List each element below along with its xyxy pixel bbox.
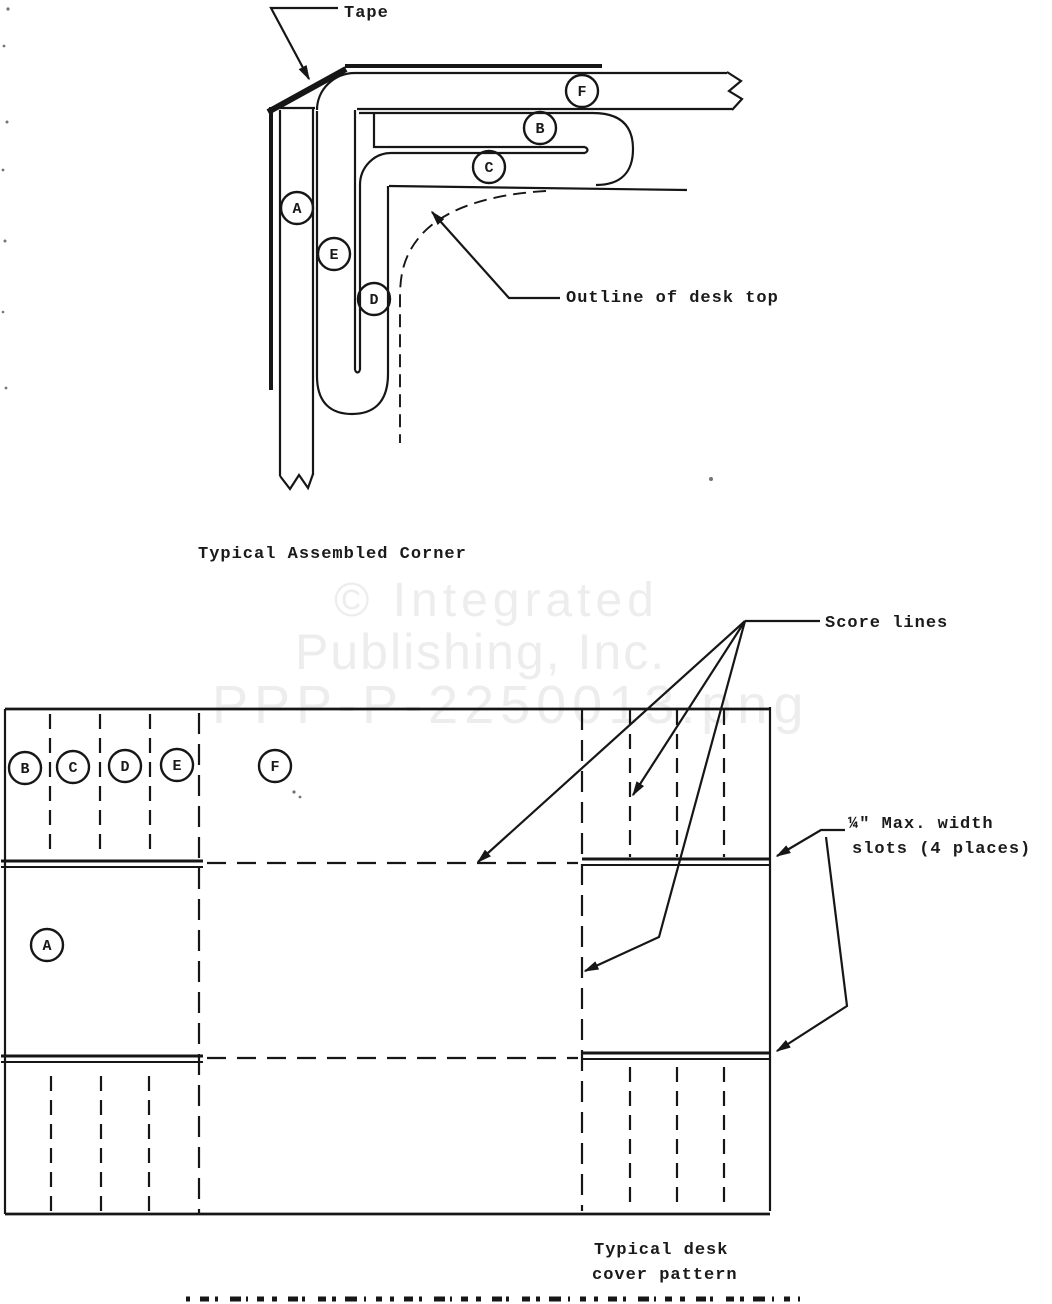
corner-label-f: F xyxy=(577,84,587,101)
pattern-label-f: F xyxy=(270,759,280,776)
slots-arrow-2 xyxy=(777,837,847,1051)
pattern-label-a: A xyxy=(42,938,52,955)
watermark-line-1: © Integrated xyxy=(334,574,659,627)
torn-edge-right xyxy=(727,72,742,110)
sheet-outer-bend xyxy=(317,73,727,110)
watermark-line-3: PPP-P-2250013.png xyxy=(212,675,810,735)
watermark-line-2: Publishing, Inc. xyxy=(295,624,667,680)
corner-label-b: B xyxy=(535,121,545,138)
corner-label-e: E xyxy=(329,247,339,264)
corner-label-c: C xyxy=(484,160,494,177)
slots-label-line-1: ¼" Max. width xyxy=(848,815,994,834)
corner-label-d: D xyxy=(369,292,379,309)
pattern-circle-markers xyxy=(9,749,291,961)
pattern-label-e: E xyxy=(172,758,182,775)
torn-edge-bottom xyxy=(280,474,313,489)
tape-leader-arrow xyxy=(271,8,338,79)
corner-figure-caption: Typical Assembled Corner xyxy=(198,545,467,564)
corner-circle-markers xyxy=(281,75,598,315)
pattern-caption-line-1: Typical desk xyxy=(594,1241,729,1260)
slots-label-line-2: slots (4 places) xyxy=(852,840,1032,859)
right-fold-u xyxy=(359,113,633,185)
pattern-label-d: D xyxy=(120,759,130,776)
pattern-label-c: C xyxy=(68,760,78,777)
slots-arrow-1 xyxy=(777,830,845,856)
score-lines-label: Score lines xyxy=(825,614,949,633)
tape-label: Tape xyxy=(344,4,389,23)
pattern-caption-line-2: cover pattern xyxy=(592,1266,738,1285)
desk-surface-line xyxy=(389,186,687,190)
outline-leader-arrow xyxy=(432,212,560,298)
score-lines-bottom-band xyxy=(51,1067,724,1212)
outline-of-desk-top-label: Outline of desk top xyxy=(566,289,779,308)
corner-assembly-figure xyxy=(198,4,779,564)
corner-label-a: A xyxy=(292,201,302,218)
desk-top-outline-dashed xyxy=(400,191,546,443)
flap-end-cap-right xyxy=(585,147,588,153)
pattern-label-b: B xyxy=(20,761,30,778)
flap-end-cap-bottom xyxy=(355,370,360,373)
